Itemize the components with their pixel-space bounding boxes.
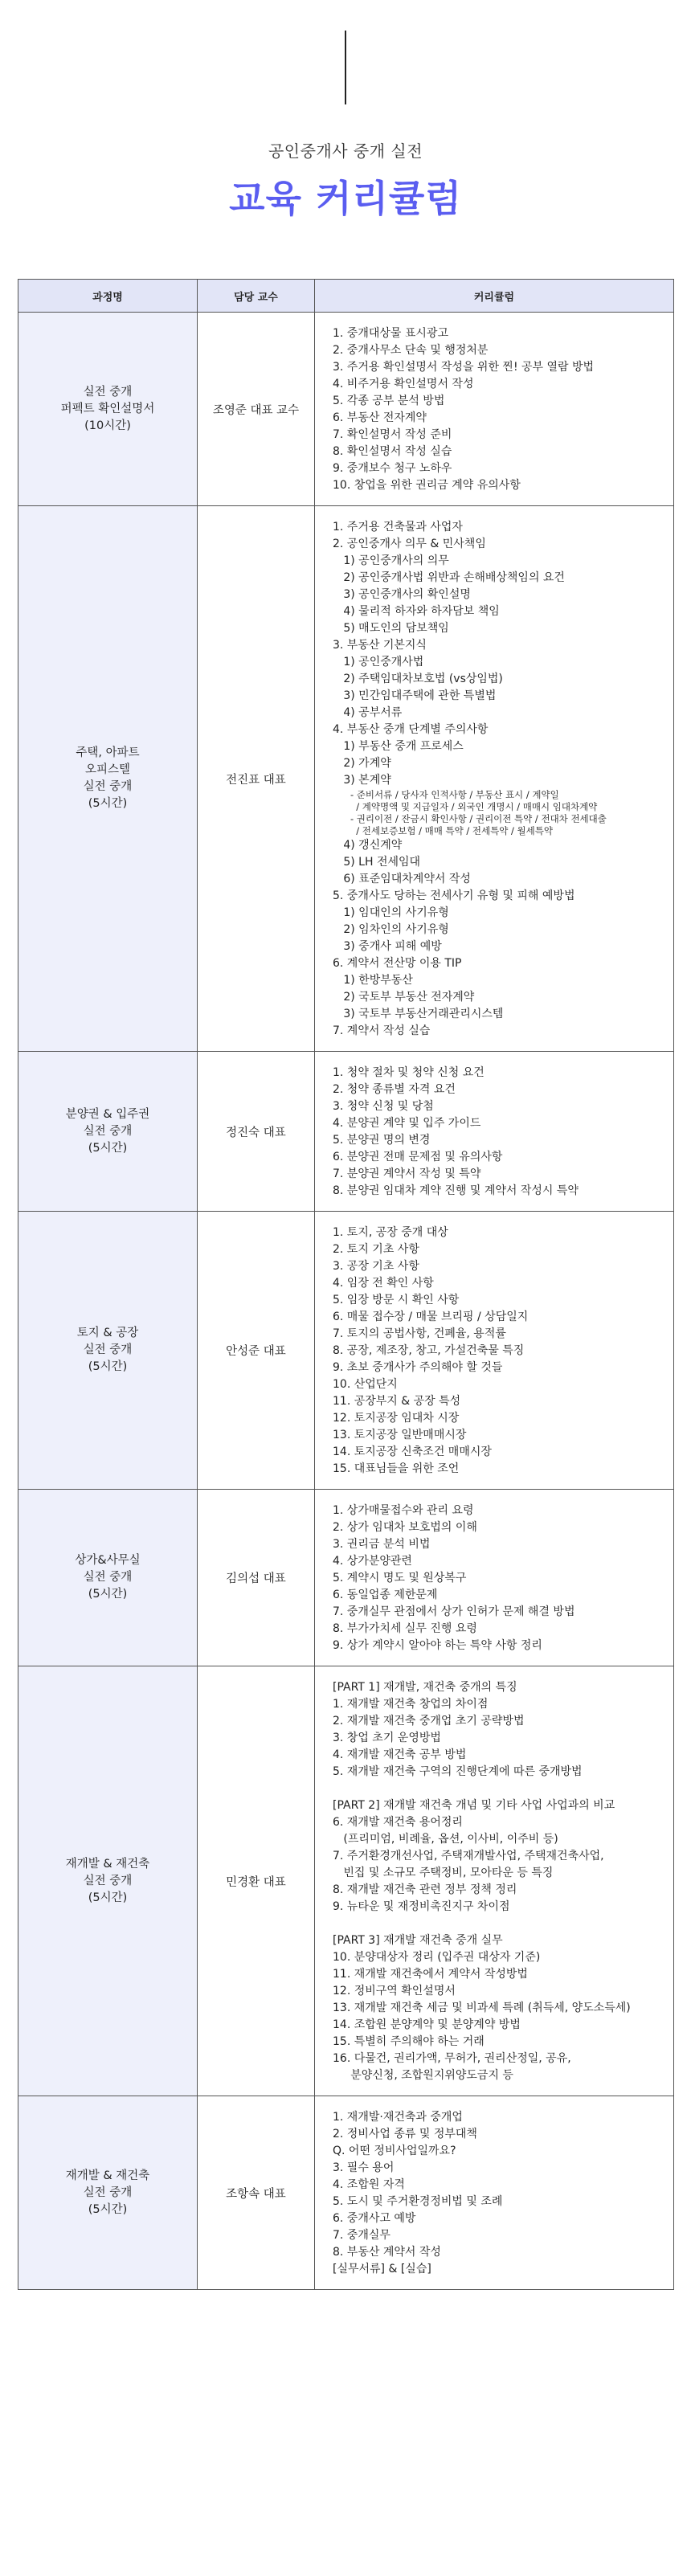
curriculum-item: 7. 주거환경개선사업, 주택재개발사업, 주택재건축사업,	[333, 1850, 604, 1862]
course-name-cell	[18, 506, 198, 1052]
table-row	[18, 1666, 674, 2096]
curriculum-item: 7. 계약서 작성 실습	[333, 1024, 431, 1037]
course-name-cell	[18, 1052, 198, 1212]
curriculum-item: 1) 공인중개사의 의무	[333, 554, 449, 567]
professor-cell: 정진숙 대표	[198, 1052, 315, 1212]
curriculum-item: 2. 재개발 재건축 중개업 초기 공략방법	[333, 1715, 525, 1728]
curriculum-item: 5) LH 전세임대	[333, 856, 421, 869]
curriculum-item: 1) 부동산 중개 프로세스	[333, 740, 464, 753]
curriculum-item: 11. 재개발 재건축에서 계약서 작성방법	[333, 1968, 528, 1981]
curriculum-item: 2. 중개사무소 단속 및 행정처분	[333, 344, 489, 357]
curriculum-item: 6. 동일업종 제한문제	[333, 1589, 438, 1601]
table-header-row	[18, 280, 674, 313]
curriculum-item: 8. 부동산 계약서 작성	[333, 2246, 441, 2259]
curriculum-item: 1. 재개발·재건축과 중개업	[333, 2111, 463, 2124]
professor-cell: 조항속 대표	[198, 2096, 315, 2290]
curriculum-page	[0, 31, 691, 2290]
course-name-line: (5시간)	[88, 1588, 128, 1601]
course-name-line: (10시간)	[84, 419, 131, 432]
table-row	[18, 1052, 674, 1212]
curriculum-item: 7. 확인설명서 작성 준비	[333, 428, 452, 441]
table-row	[18, 2096, 674, 2290]
curriculum-item: 7. 토지의 공법사항, 건폐율, 용적률	[333, 1327, 506, 1340]
curriculum-item: 2. 상가 임대차 보호법의 이해	[333, 1521, 477, 1534]
curriculum-item: 5. 임장 방문 시 확인 사항	[333, 1294, 460, 1306]
course-name-line: 주택, 아파트	[76, 746, 140, 759]
curriculum-item: 4) 갱신계약	[333, 839, 403, 852]
curriculum-item: 1) 한방부동산	[333, 974, 413, 987]
curriculum-item: 2. 토지 기초 사항	[333, 1243, 419, 1256]
curriculum-item: 1. 상가매물접수와 관리 요령	[333, 1504, 474, 1517]
professor-cell: 민경환 대표	[198, 1666, 315, 2096]
course-name-line: (5시간)	[88, 1141, 128, 1155]
curriculum-item: 12. 토지공장 임대차 시장	[333, 1412, 460, 1425]
course-name-cell	[18, 1666, 198, 2096]
course-name-line: 퍼펙트 확인설명서	[60, 402, 155, 415]
course-name-line: 상가&사무실	[75, 1554, 141, 1567]
curriculum-item: 3) 중개사 피해 예방	[333, 940, 442, 953]
curriculum-item: 13. 토지공장 일반매매시장	[333, 1429, 467, 1441]
curriculum-item: - 권리이전 / 잔금시 확인사항 / 권리이전 특약 / 전대차 전세대출	[333, 813, 607, 824]
course-name-line: 실전 중개	[83, 780, 133, 793]
curriculum-item: [실무서류] & [실습]	[333, 2263, 431, 2275]
curriculum-item: 빈집 및 소규모 주택정비, 모아타운 등 특징	[333, 1867, 554, 1879]
course-name-line: (5시간)	[88, 1891, 128, 1904]
curriculum-spacer	[333, 1781, 660, 1797]
curriculum-item: 10. 산업단지	[333, 1378, 398, 1391]
curriculum-item: 6. 재개발 재건축 용어정리	[333, 1816, 463, 1829]
curriculum-cell	[315, 313, 674, 506]
table-row	[18, 1212, 674, 1490]
curriculum-spacer	[333, 1916, 660, 1932]
curriculum-cell	[315, 1212, 674, 1490]
professor-cell: 조영준 대표 교수	[198, 313, 315, 506]
curriculum-item: 9. 뉴타운 및 재정비촉진지구 차이점	[333, 1900, 510, 1913]
course-name-line: (5시간)	[88, 2202, 128, 2216]
curriculum-item: 11. 공장부지 & 공장 특성	[333, 1395, 461, 1408]
table-body	[18, 313, 674, 2290]
curriculum-item: 7. 중개실무 관점에서 상가 인허가 문제 해결 방법	[333, 1605, 575, 1618]
curriculum-item: / 전세보증보험 / 매매 특약 / 전세특약 / 월세특약	[333, 825, 553, 836]
table-row	[18, 313, 674, 506]
curriculum-item: 2) 공인중개사법 위반과 손해배상책임의 요건	[333, 571, 565, 584]
table-row	[18, 1490, 674, 1666]
curriculum-item: / 계약명액 및 지급일자 / 외국인 개명시 / 매매시 임대차계약	[333, 801, 598, 812]
column-header-curriculum: 커리큘럼	[315, 280, 674, 313]
curriculum-item: 13. 재개발 재건축 세금 및 비과세 특례 (취득세, 양도소득세)	[333, 2002, 631, 2014]
curriculum-item: 4. 조합원 자격	[333, 2178, 405, 2191]
curriculum-item: 6. 부동산 전자계약	[333, 411, 427, 424]
curriculum-item: 8. 부가가치세 실무 진행 요령	[333, 1622, 477, 1635]
curriculum-item: 15. 특별히 주의해야 하는 거래	[333, 2035, 485, 2048]
curriculum-item: 7. 분양권 계약서 작성 및 특약	[333, 1167, 481, 1180]
curriculum-item: 2) 가계약	[333, 757, 391, 770]
curriculum-item: 3. 주거용 확인설명서 작성을 위한 찐! 공부 열람 방법	[333, 361, 595, 374]
curriculum-item: 4. 분양권 계약 및 입주 가이드	[333, 1117, 481, 1130]
curriculum-item: [PART 3] 재개발 재건축 중개 실무	[333, 1934, 503, 1947]
curriculum-item: 2. 청약 종류별 자격 요건	[333, 1083, 456, 1096]
curriculum-item: - 준비서류 / 당사자 인적사항 / 부동산 표시 / 계약일	[333, 789, 559, 800]
curriculum-cell	[315, 1666, 674, 2096]
course-name-cell	[18, 1490, 198, 1666]
curriculum-item: 4. 부동산 중개 단계별 주의사항	[333, 723, 489, 736]
curriculum-item: 8. 재개발 재건축 관련 정부 정책 정리	[333, 1883, 517, 1896]
course-name-line: 실전 중개	[83, 2186, 133, 2199]
curriculum-item: 6. 중개사고 예방	[333, 2212, 416, 2225]
curriculum-item: 5. 재개발 재건축 구역의 진행단계에 따른 중개방법	[333, 1765, 583, 1778]
course-name-line: 실전 중개	[83, 1343, 133, 1356]
decorative-vertical-line	[345, 31, 346, 104]
curriculum-item: 8. 분양권 임대차 계약 진행 및 계약서 작성시 특약	[333, 1184, 579, 1197]
curriculum-item: 3. 권리금 분석 비법	[333, 1538, 431, 1551]
course-name-cell	[18, 2096, 198, 2290]
curriculum-item: 4. 상가분양관련	[333, 1555, 412, 1568]
page-title: 교육 커리큘럼	[229, 177, 462, 220]
course-name-cell	[18, 313, 198, 506]
column-header-professor: 담당 교수	[198, 280, 315, 313]
course-name-line: 실전 중개	[83, 1571, 133, 1584]
curriculum-item: 3) 본계약	[333, 774, 391, 787]
curriculum-item: 9. 중개보수 청구 노하우	[333, 462, 452, 475]
curriculum-cell	[315, 506, 674, 1052]
curriculum-item: 3) 국토부 부동산거래관리시스템	[333, 1008, 504, 1020]
curriculum-item: 1. 주거용 건축물과 사업자	[333, 521, 463, 534]
curriculum-item: 6) 표준임대차계약서 작성	[333, 873, 471, 885]
curriculum-item: 10. 창업을 위한 권리금 계약 유의사항	[333, 479, 521, 492]
curriculum-item: 1. 토지, 공장 중개 대상	[333, 1226, 448, 1239]
curriculum-item: 5. 분양권 명의 변경	[333, 1134, 431, 1147]
curriculum-item: 2) 임차인의 사기유형	[333, 923, 449, 936]
curriculum-item: 4) 물리적 하자와 하자담보 책임	[333, 605, 500, 618]
course-name-line: 토지 & 공장	[76, 1327, 139, 1339]
curriculum-item: 7. 중개실무	[333, 2229, 390, 2242]
curriculum-item: 8. 확인설명서 작성 실습	[333, 445, 452, 458]
curriculum-item: 14. 토지공장 신축조건 매매시장	[333, 1445, 492, 1458]
course-name-line: 분양권 & 입주권	[65, 1107, 150, 1121]
curriculum-item: 1) 임대인의 사기유형	[333, 906, 449, 919]
course-name-line: 재개발 & 재건축	[65, 2169, 150, 2182]
course-name-line: 실전 중개	[83, 385, 133, 399]
curriculum-item: 6. 계약서 전산망 이용 TIP	[333, 957, 462, 970]
course-name-line: 재개발 & 재건축	[65, 1857, 150, 1871]
curriculum-item: 3. 공장 기초 사항	[333, 1260, 419, 1273]
professor-cell: 김의섭 대표	[198, 1490, 315, 1666]
curriculum-item: 9. 상가 계약시 알아야 하는 특약 사항 정리	[333, 1639, 542, 1652]
curriculum-item: 5. 중개사도 당하는 전세사기 유형 및 피해 예방법	[333, 889, 575, 902]
curriculum-cell	[315, 1052, 674, 1212]
page-subtitle: 공인중개사 중개 실전	[268, 141, 423, 161]
curriculum-table-wrapper	[18, 279, 673, 2290]
course-name-line: 오피스텔	[84, 763, 131, 776]
curriculum-item: 6. 분양권 전매 문제점 및 유의사항	[333, 1151, 503, 1163]
curriculum-item: 4. 재개발 재건축 공부 방법	[333, 1748, 467, 1761]
curriculum-item: 1. 재개발 재건축 창업의 차이점	[333, 1698, 489, 1711]
professor-cell: 안성준 대표	[198, 1212, 315, 1490]
curriculum-item: 3. 부동산 기본지식	[333, 639, 427, 652]
curriculum-item: 2) 국토부 부동산 전자계약	[333, 991, 475, 1004]
curriculum-item: 16. 다물건, 권리가액, 무허가, 권리산정일, 공유,	[333, 2052, 571, 2065]
column-header-course: 과정명	[18, 280, 198, 313]
curriculum-item: 3. 필수 용어	[333, 2161, 395, 2174]
curriculum-item: 1. 중개대상물 표시광고	[333, 327, 448, 340]
curriculum-item: 5. 각종 공부 분석 방법	[333, 395, 445, 407]
curriculum-item: 12. 정비구역 확인설명서	[333, 1985, 456, 1997]
curriculum-item: 1) 공인중개사법	[333, 656, 424, 669]
course-name-line: (5시간)	[88, 797, 128, 810]
curriculum-item: 4) 공부서류	[333, 706, 403, 719]
curriculum-item: 15. 대표님들을 위한 조언	[333, 1462, 460, 1475]
curriculum-item: (프리미엄, 비례율, 옵션, 이사비, 이주비 등)	[333, 1833, 558, 1846]
curriculum-item: Q. 어떤 정비사업일까요?	[333, 2145, 456, 2157]
curriculum-item: 14. 조합원 분양계약 및 분양계약 방법	[333, 2018, 521, 2031]
course-name-line: 실전 중개	[83, 1124, 133, 1138]
curriculum-table	[18, 279, 674, 2290]
course-name-cell	[18, 1212, 198, 1490]
curriculum-item: 3) 민간임대주택에 관한 특별법	[333, 689, 497, 702]
curriculum-item: [PART 1] 재개발, 재건축 중개의 특징	[333, 1681, 517, 1694]
curriculum-item: 9. 초보 중개사가 주의해야 할 것들	[333, 1361, 503, 1374]
curriculum-item: 5. 계약시 명도 및 원상복구	[333, 1572, 467, 1584]
curriculum-item: 5. 도시 및 주거환경정비법 및 조례	[333, 2195, 503, 2208]
curriculum-item: 1. 청약 절차 및 청약 신청 요건	[333, 1066, 485, 1079]
professor-cell: 전진표 대표	[198, 506, 315, 1052]
curriculum-item: 3) 공인중개사의 확인설명	[333, 588, 471, 601]
curriculum-item: 분양신청, 조합원지위양도금지 등	[333, 2069, 513, 2082]
course-name-line: (5시간)	[88, 1360, 128, 1373]
curriculum-item: 2) 주택임대차보호법 (vs상임법)	[333, 673, 503, 685]
curriculum-item: 5) 매도인의 담보책임	[333, 622, 449, 635]
curriculum-item: 3. 창업 초기 운영방법	[333, 1732, 441, 1744]
curriculum-item: [PART 2] 재개발 재건축 개념 및 기타 사업 사업과의 비교	[333, 1799, 615, 1812]
curriculum-item: 2. 정비사업 종류 및 정부대책	[333, 2128, 477, 2141]
course-name-line: 실전 중개	[83, 1874, 133, 1887]
curriculum-item: 2. 공인중개사 의무 & 민사책임	[333, 538, 486, 550]
curriculum-item: 8. 공장, 제조장, 창고, 가설건축물 특징	[333, 1344, 525, 1357]
curriculum-item: 4. 비주거용 확인설명서 작성	[333, 378, 474, 390]
curriculum-cell	[315, 2096, 674, 2290]
curriculum-item: 3. 청약 신청 및 당첨	[333, 1100, 434, 1113]
curriculum-cell	[315, 1490, 674, 1666]
curriculum-item: 4. 임장 전 확인 사항	[333, 1277, 434, 1290]
curriculum-item: 6. 매물 접수장 / 매물 브리핑 / 상담일지	[333, 1310, 529, 1323]
curriculum-item: 10. 분양대상자 정리 (입주권 대상자 기준)	[333, 1951, 541, 1964]
table-row	[18, 506, 674, 1052]
